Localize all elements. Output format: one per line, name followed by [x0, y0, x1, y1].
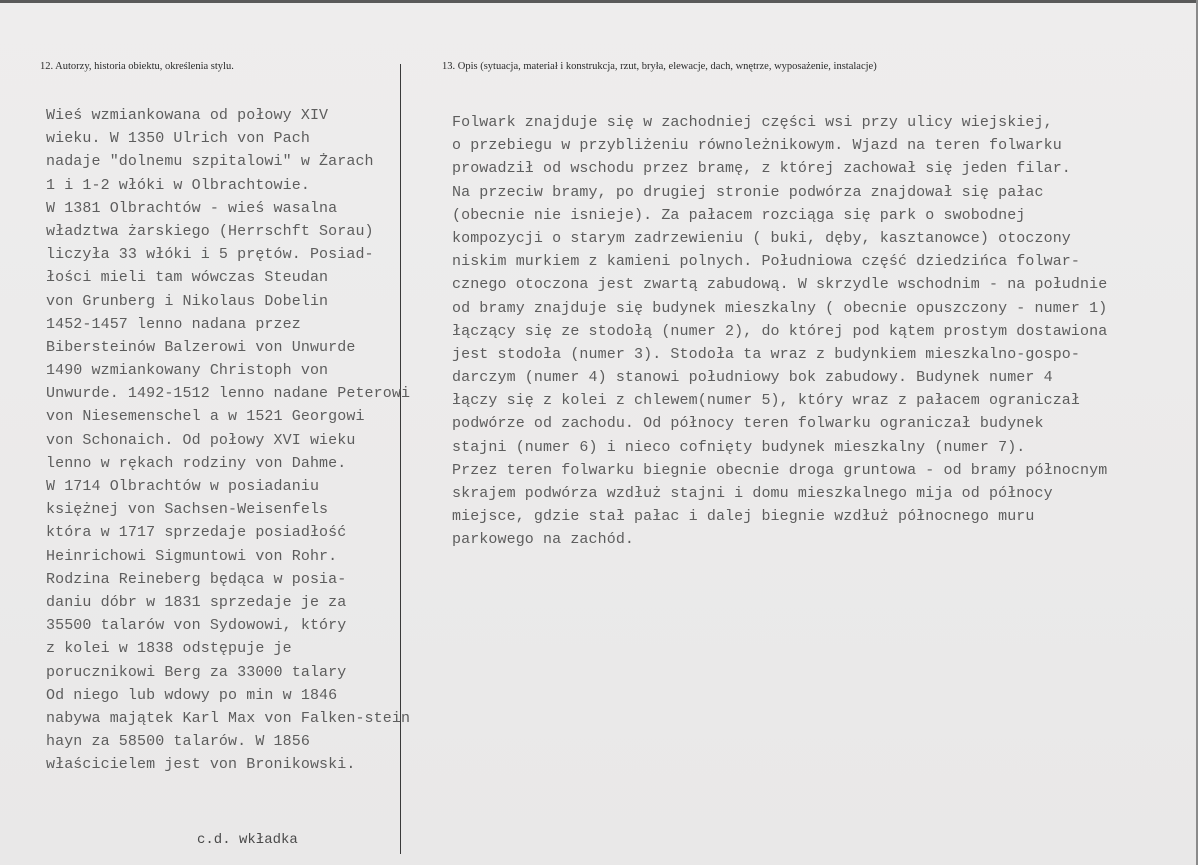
description-line: stajni (numer 6) i nieco cofnięty budynek mieszkalny (numer 7).	[452, 438, 1026, 456]
history-line: nabywa majątek Karl Max von Falken-stein	[46, 709, 411, 727]
history-line: W 1714 Olbrachtów w posiadaniu	[46, 478, 320, 495]
history-line: z kolei w 1838 odstępuje je	[46, 640, 292, 658]
description-line: łączy się z kolei z chlewem(numer 5), który wraz z pałacem ograniczał	[452, 392, 1081, 410]
continuation-note: c.d. wkładka	[197, 832, 298, 848]
description-line: parkowego na zachód.	[452, 531, 635, 549]
history-line: von Niesemenschel a w 1521 Georgowi	[46, 408, 365, 426]
description-line: kompozycji o starym zadrzewieniu ( buki, dęby, kasztanowce) otoczony	[452, 229, 1071, 247]
history-line: 1490 wzmiankowany Christoph von	[46, 362, 329, 380]
description-line: darczym (numer 4) stanowi południowy bok zabudowy. Budynek numer 4	[452, 369, 1053, 387]
history-line: Od niego lub wdowy po min w 1846	[46, 686, 338, 704]
description-line: Na przeciw bramy, po drugiej stronie podwórza znajdował się pałac	[452, 183, 1044, 201]
section-12-header: 12. Autorzy, historia obiektu, określenia stylu.	[40, 61, 234, 72]
section-13-header: 13. Opis (sytuacja, materiał i konstrukcja, rzut, bryła, elewacje, dach, wnętrze, wyposażenie, instalacje)	[442, 61, 877, 72]
history-line: nadaje "dolnemu szpitalowi" w Żarach	[46, 153, 374, 171]
history-line: Wieś wzmiankowana od połowy XIV	[46, 107, 329, 124]
description-line: o przebiegu w przybliżeniu równoleżnikowym. Wjazd na teren folwarku	[452, 137, 1062, 155]
description-line: miejsce, gdzie stał pałac i dalej biegnie wzdłuż północnego muru	[452, 508, 1035, 526]
history-line: wieku. W 1350 Ulrich von Pach	[46, 130, 310, 148]
description-line: prowadził od wschodu przez bramę, z której zachował się jeden filar.	[452, 160, 1071, 178]
history-text	[46, 104, 410, 776]
history-line: Heinrichowi Sigmuntowi von Rohr.	[46, 547, 338, 565]
page-top-edge	[0, 0, 1198, 3]
description-line: cznego otoczona jest zwartą zabudową. W skrzydle wschodnim - na południe	[452, 276, 1108, 294]
description-line: niskim murkiem z kamieni polnych. Południowa część dziedzińca folwar-	[452, 253, 1081, 271]
history-line: Unwurde. 1492-1512 lenno nadane Peterowi	[46, 385, 411, 403]
history-line: Rodzina Reineberg będąca w posia-	[46, 570, 347, 588]
description-line: od bramy znajduje się budynek mieszkalny ( obecnie opuszczony - numer 1)	[452, 299, 1108, 317]
history-line: hayn za 58500 talarów. W 1856	[46, 733, 310, 751]
description-line: skrajem podwórza wzdłuż stajni i domu mieszkalnego mija od północy	[452, 485, 1053, 502]
history-line: władztwa żarskiego (Herrschft Sorau)	[46, 222, 374, 240]
description-text	[452, 111, 1107, 552]
history-line: księżnej von Sachsen-Weisenfels	[46, 501, 329, 519]
history-line: która w 1717 sprzedaje posiadłość	[46, 524, 347, 542]
history-line: liczyła 33 włóki i 5 prętów. Posiad-	[46, 246, 374, 264]
history-line: Bibersteinów Balzerowi von Unwurde	[46, 338, 356, 356]
description-line: łączący się ze stodołą (numer 2), do której pod kątem prostym dostawiona	[452, 322, 1108, 340]
history-line: właścicielem jest von Bronikowski.	[46, 756, 356, 774]
history-line: von Schonaich. Od połowy XVI wieku	[46, 431, 356, 449]
description-line: Folwark znajduje się w zachodniej części wsi przy ulicy wiejskiej,	[452, 114, 1053, 131]
description-line: (obecnie nie isnieje). Za pałacem rozciąga się park o swobodnej	[452, 206, 1026, 224]
history-line: daniu dóbr w 1831 sprzedaje je za	[46, 593, 347, 611]
description-line: podwórze od zachodu. Od północy teren folwarku ograniczał budynek	[452, 415, 1044, 433]
history-line: von Grunberg i Nikolaus Dobelin	[46, 292, 329, 310]
history-line: 1 i 1-2 włóki w Olbrachtowie.	[46, 176, 310, 194]
history-line: W 1381 Olbrachtów - wieś wasalna	[46, 199, 338, 217]
history-line: 1452-1457 lenno nadana przez	[46, 315, 301, 333]
description-line: Przez teren folwarku biegnie obecnie droga gruntowa - od bramy północnym	[452, 461, 1108, 479]
history-line: lenno w rękach rodziny von Dahme.	[46, 454, 347, 472]
history-line: łości mieli tam wówczas Steudan	[46, 269, 329, 287]
history-line: porucznikowi Berg za 33000 talary	[46, 663, 347, 681]
description-line: jest stodoła (numer 3). Stodoła ta wraz z budynkiem mieszkalno-gospo-	[452, 345, 1081, 363]
history-line: 35500 talarów von Sydowowi, który	[46, 617, 347, 635]
